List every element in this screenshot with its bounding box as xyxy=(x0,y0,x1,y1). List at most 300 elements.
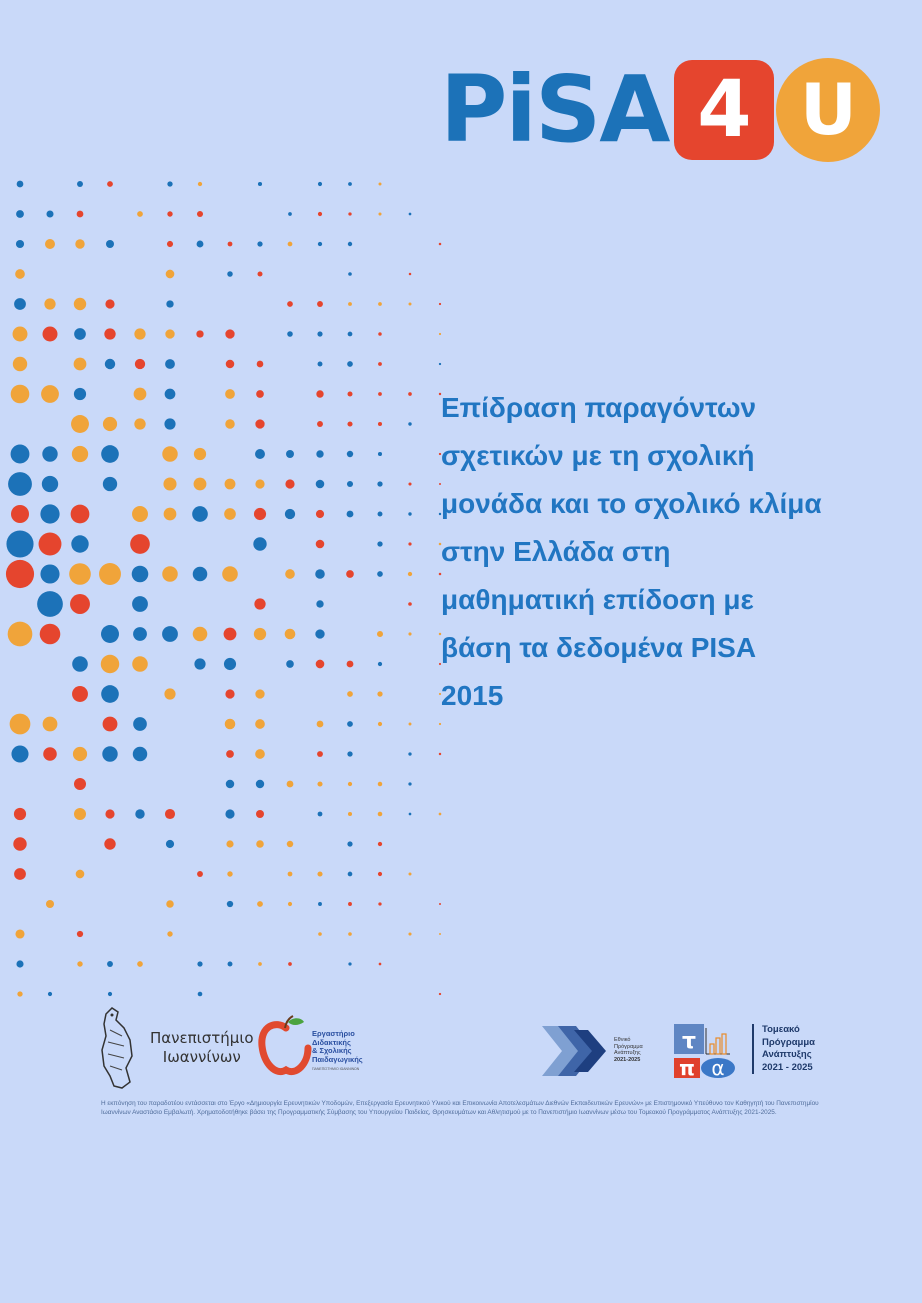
decorative-dot xyxy=(316,660,325,669)
decorative-dot xyxy=(348,272,352,276)
decorative-dot xyxy=(378,212,381,215)
decorative-dot xyxy=(37,591,63,617)
decorative-dot xyxy=(317,301,323,307)
decorative-dot xyxy=(378,782,382,786)
decorative-dot xyxy=(439,303,441,305)
decorative-dot xyxy=(408,632,411,635)
decorative-dot xyxy=(134,418,145,429)
decorative-dot xyxy=(46,210,53,217)
lab-line: Εργαστήριο xyxy=(312,1029,355,1038)
decorative-dot xyxy=(162,566,178,582)
decorative-dot xyxy=(225,689,234,698)
decorative-dot xyxy=(317,721,324,728)
decorative-dot xyxy=(164,418,175,429)
decorative-dot xyxy=(16,960,23,967)
national-program-line: 2021-2025 xyxy=(614,1056,641,1063)
decorative-dot xyxy=(197,961,202,966)
decorative-dot-pattern xyxy=(0,170,460,1020)
decorative-dot xyxy=(348,962,351,965)
decorative-dot xyxy=(39,533,62,556)
decorative-dot xyxy=(408,752,411,755)
decorative-dot xyxy=(137,211,143,217)
decorative-dot xyxy=(165,329,174,338)
decorative-dot xyxy=(76,870,85,879)
decorative-dot xyxy=(8,622,33,647)
decorative-dot xyxy=(45,239,55,249)
decorative-dot xyxy=(103,417,117,431)
chevrons-icon xyxy=(540,1020,612,1082)
decorative-dot xyxy=(43,717,58,732)
decorative-dot xyxy=(347,841,352,846)
decorative-dot xyxy=(347,661,354,668)
decorative-dot xyxy=(228,962,233,967)
decorative-dot xyxy=(101,685,119,703)
decorative-dot xyxy=(17,991,22,996)
decorative-dot xyxy=(132,596,148,612)
decorative-dot xyxy=(378,362,382,366)
decorative-dot xyxy=(225,419,235,429)
decorative-dot xyxy=(408,512,411,515)
decorative-dot xyxy=(104,328,115,339)
decorative-dot xyxy=(288,242,293,247)
decorative-dot xyxy=(439,363,441,365)
decorative-dot xyxy=(254,628,266,640)
decorative-dot xyxy=(439,243,442,246)
decorative-dot xyxy=(318,182,322,186)
decorative-dot xyxy=(227,871,232,876)
decorative-dot xyxy=(377,691,382,696)
decorative-dot xyxy=(347,421,352,426)
decorative-dot xyxy=(253,537,266,550)
sectoral-program-line: 2021 - 2025 xyxy=(762,1061,813,1073)
university-name-line2: Ιωαννίνων xyxy=(162,1048,241,1066)
decorative-dot xyxy=(107,961,113,967)
decorative-dot xyxy=(347,361,353,367)
decorative-dot xyxy=(409,813,412,816)
decorative-dot xyxy=(8,472,32,496)
decorative-dot xyxy=(135,809,144,818)
decorative-dot xyxy=(224,658,236,670)
lab-line: Διδακτικής xyxy=(312,1037,351,1047)
decorative-dot xyxy=(348,782,352,786)
decorative-dot xyxy=(77,181,83,187)
title-line: μαθηματική επίδοση με xyxy=(441,584,754,615)
decorative-dot xyxy=(347,451,353,457)
decorative-dot xyxy=(347,481,353,487)
decorative-dot xyxy=(348,932,352,936)
decorative-dot xyxy=(378,662,382,666)
decorative-dot xyxy=(15,929,24,938)
decorative-dot xyxy=(377,631,383,637)
decorative-dot xyxy=(162,626,178,642)
decorative-dot xyxy=(74,808,86,820)
decorative-dot xyxy=(378,872,382,876)
decorative-dot xyxy=(408,422,411,425)
decorative-dot xyxy=(10,714,31,735)
decorative-dot xyxy=(6,530,33,557)
decorative-dot xyxy=(316,600,323,607)
decorative-dot xyxy=(130,534,150,554)
decorative-dot xyxy=(255,719,265,729)
decorative-dot xyxy=(164,688,175,699)
decorative-dot xyxy=(77,931,83,937)
decorative-dot xyxy=(11,445,30,464)
decorative-dot xyxy=(14,868,26,880)
decorative-dot xyxy=(103,477,117,491)
decorative-dot xyxy=(74,328,86,340)
decorative-dot xyxy=(288,212,292,216)
decorative-dot xyxy=(224,508,236,520)
decorative-dot xyxy=(378,902,381,905)
decorative-dot xyxy=(107,181,113,187)
decorative-dot xyxy=(227,271,233,277)
decorative-dot xyxy=(133,747,147,761)
decorative-dot xyxy=(348,332,353,337)
decorative-dot xyxy=(285,629,296,640)
decorative-dot xyxy=(255,689,264,698)
decorative-dot xyxy=(439,903,441,905)
decorative-dot xyxy=(134,328,145,339)
decorative-dot xyxy=(287,301,293,307)
title-line: στην Ελλάδα στη xyxy=(441,536,671,567)
decorative-dot xyxy=(196,330,203,337)
decorative-dot xyxy=(378,842,382,846)
decorative-dot xyxy=(378,392,382,396)
decorative-dot xyxy=(43,327,58,342)
decorative-dot xyxy=(256,780,264,788)
decorative-dot xyxy=(378,512,383,517)
decorative-dot xyxy=(133,627,147,641)
decorative-dot xyxy=(317,781,322,786)
decorative-dot xyxy=(378,722,382,726)
decorative-dot xyxy=(408,872,411,875)
decorative-dot xyxy=(105,299,114,308)
decorative-dot xyxy=(317,751,323,757)
decorative-dot xyxy=(347,391,352,396)
decorative-dot xyxy=(347,511,354,518)
decorative-dot xyxy=(69,563,91,585)
decorative-dot xyxy=(198,992,203,997)
decorative-dot xyxy=(13,357,27,371)
decorative-dot xyxy=(41,385,59,403)
decorative-dot xyxy=(408,482,411,485)
decorative-dot xyxy=(378,812,383,817)
lab-subtitle: ΠΑΝΕΠΙΣΤΗΜΙΟ ΙΩΑΝΝΙΝΩΝ xyxy=(312,1067,360,1071)
decorative-dot xyxy=(225,329,234,338)
decorative-dot xyxy=(316,480,325,489)
decorative-dot xyxy=(347,721,353,727)
decorative-dot xyxy=(318,902,322,906)
decorative-dot xyxy=(378,302,382,306)
decorative-dot xyxy=(256,390,264,398)
decorative-dot xyxy=(13,837,26,850)
decorative-dot xyxy=(132,656,148,672)
decorative-dot xyxy=(225,479,236,490)
decorative-dot xyxy=(167,181,172,186)
decorative-dot xyxy=(226,780,234,788)
sectoral-program-line: Ανάπτυξης xyxy=(762,1049,812,1060)
decorative-dot xyxy=(317,421,323,427)
decorative-dot xyxy=(74,298,86,310)
decorative-dot xyxy=(378,332,382,336)
decorative-dot xyxy=(74,778,86,790)
sectoral-program-line: Πρόγραμμα xyxy=(762,1036,816,1048)
decorative-dot xyxy=(408,932,411,935)
decorative-dot xyxy=(347,691,353,697)
decorative-dot xyxy=(167,211,172,216)
decorative-dot xyxy=(48,992,52,996)
decorative-dot xyxy=(408,782,411,785)
decorative-dot xyxy=(409,303,412,306)
decorative-dot xyxy=(408,602,412,606)
decorative-dot xyxy=(439,933,441,935)
decorative-dot xyxy=(106,240,114,248)
tau-letter: τ xyxy=(681,1029,697,1054)
decorative-dot xyxy=(285,509,295,519)
decorative-dot xyxy=(348,812,352,816)
decorative-dot xyxy=(167,241,173,247)
decorative-dot xyxy=(163,477,176,490)
decorative-dot xyxy=(197,241,204,248)
decorative-dot xyxy=(166,270,175,279)
decorative-dot xyxy=(135,359,145,369)
decorative-dot xyxy=(197,871,203,877)
decorative-dot xyxy=(225,719,236,730)
decorative-dot xyxy=(254,508,266,520)
decorative-dot xyxy=(11,505,29,523)
decorative-dot xyxy=(257,361,264,368)
decorative-dot xyxy=(348,212,351,215)
decorative-dot xyxy=(165,809,175,819)
decorative-dot xyxy=(11,385,30,404)
decorative-dot xyxy=(74,388,86,400)
decorative-dot xyxy=(101,655,120,674)
decorative-dot xyxy=(318,242,322,246)
decorative-dot xyxy=(318,812,323,817)
decorative-dot xyxy=(192,506,208,522)
decorative-dot xyxy=(316,540,325,549)
decorative-dot xyxy=(167,931,172,936)
tpa-emblem-icon xyxy=(672,1022,742,1082)
decorative-dot xyxy=(75,239,84,248)
pi-letter: π xyxy=(679,1056,695,1080)
decorative-dot xyxy=(377,541,382,546)
decorative-dot xyxy=(17,181,24,188)
decorative-dot xyxy=(286,450,294,458)
decorative-dot xyxy=(99,563,121,585)
decorative-dot xyxy=(285,569,295,579)
decorative-dot xyxy=(71,535,88,552)
decorative-dot xyxy=(70,594,90,614)
title-line: σχετικών με τη σχολική xyxy=(441,440,755,471)
decorative-dot xyxy=(256,810,264,818)
decorative-dot xyxy=(227,901,233,907)
decorative-dot xyxy=(377,571,383,577)
decorative-dot xyxy=(137,961,143,967)
decorative-dot xyxy=(73,747,87,761)
decorative-dot xyxy=(408,572,412,576)
decorative-dot xyxy=(43,747,57,761)
decorative-dot xyxy=(105,359,115,369)
decorative-dot xyxy=(194,658,205,669)
decorative-dot xyxy=(108,992,112,996)
decorative-dot xyxy=(162,446,177,461)
decorative-dot xyxy=(165,359,175,369)
pisa4u-logo xyxy=(440,58,880,162)
decorative-dot xyxy=(166,300,173,307)
decorative-dot xyxy=(165,389,176,400)
decorative-dot xyxy=(377,481,382,486)
decorative-dot xyxy=(104,838,115,849)
decorative-dot xyxy=(317,871,322,876)
decorative-dot xyxy=(222,566,238,582)
decorative-dot xyxy=(286,660,294,668)
decorative-dot xyxy=(15,269,25,279)
decorative-dot xyxy=(409,273,412,276)
decorative-dot xyxy=(103,717,118,732)
decorative-dot xyxy=(226,840,233,847)
decorative-dot xyxy=(42,446,57,461)
decorative-dot xyxy=(193,567,208,582)
decorative-dot xyxy=(132,506,148,522)
decorative-dot xyxy=(288,962,292,966)
decorative-dot xyxy=(255,749,265,759)
decorative-dot xyxy=(226,750,234,758)
decorative-dot xyxy=(347,751,352,756)
decorative-dot xyxy=(133,717,147,731)
decorative-dot xyxy=(132,566,149,583)
apple-icon xyxy=(258,1014,312,1078)
decorative-dot xyxy=(101,625,119,643)
decorative-dot xyxy=(16,210,24,218)
decorative-dot xyxy=(408,542,411,545)
decorative-dot xyxy=(225,809,234,818)
title-line: μονάδα και το σχολικό κλίμα xyxy=(441,488,822,519)
decorative-dot xyxy=(258,182,262,186)
decorative-dot xyxy=(318,932,322,936)
alpha-letter: α xyxy=(711,1056,725,1080)
decorative-dot xyxy=(316,510,324,518)
decorative-dot xyxy=(166,840,174,848)
decorative-dot xyxy=(14,298,26,310)
decorative-dot xyxy=(102,746,117,761)
decorative-dot xyxy=(409,213,412,216)
decorative-dot xyxy=(42,476,58,492)
decorative-dot xyxy=(164,508,177,521)
decorative-dot xyxy=(198,182,202,186)
decorative-dot xyxy=(40,564,59,583)
decorative-dot xyxy=(44,298,55,309)
decorative-dot xyxy=(316,390,323,397)
decorative-dot xyxy=(228,242,233,247)
eagle-emblem-icon xyxy=(96,1006,142,1090)
national-program-logo xyxy=(540,1016,670,1086)
decorative-dot xyxy=(285,479,294,488)
decorative-dot xyxy=(346,570,354,578)
decorative-dot xyxy=(348,872,353,877)
decorative-dot xyxy=(439,333,441,335)
decorative-dot xyxy=(257,901,263,907)
university-logo xyxy=(96,1006,256,1090)
lab-line: Παιδαγωγικής xyxy=(312,1054,363,1064)
sectoral-program-label xyxy=(752,1024,815,1074)
decorative-dot xyxy=(254,598,265,609)
decorative-dot xyxy=(6,560,34,588)
national-program-line: Εθνικό xyxy=(614,1037,631,1043)
decorative-dot xyxy=(318,362,323,367)
decorative-dot xyxy=(287,841,293,847)
decorative-dot xyxy=(197,211,203,217)
decorative-dot xyxy=(318,212,322,216)
decorative-dot xyxy=(72,656,88,672)
decorative-dot xyxy=(439,723,441,725)
decorative-dot xyxy=(378,452,382,456)
decorative-dot xyxy=(226,360,235,369)
decorative-dot xyxy=(317,331,322,336)
decorative-dot xyxy=(378,422,382,426)
document-title xyxy=(441,384,891,720)
decorative-dot xyxy=(439,993,441,995)
lab-line: & Σχολικής xyxy=(312,1046,352,1055)
decorative-dot xyxy=(288,902,292,906)
national-program-line: Πρόγραμμα xyxy=(614,1043,643,1050)
decorative-dot xyxy=(134,388,147,401)
decorative-dot xyxy=(439,813,442,816)
decorative-dot xyxy=(257,241,262,246)
decorative-dot xyxy=(315,569,325,579)
decorative-dot xyxy=(258,962,262,966)
decorative-dot xyxy=(193,627,208,642)
decorative-dot xyxy=(105,809,114,818)
university-name-line1: Πανεπιστήμιο xyxy=(150,1029,254,1047)
decorative-dot xyxy=(194,448,206,460)
decorative-dot xyxy=(74,358,87,371)
decorative-dot xyxy=(256,840,264,848)
decorative-dot xyxy=(14,808,26,820)
decorative-dot xyxy=(40,624,61,645)
decorative-dot xyxy=(77,961,82,966)
logo-four: 4 xyxy=(674,60,774,160)
decorative-dot xyxy=(16,240,24,248)
decorative-dot xyxy=(13,327,28,342)
decorative-dot xyxy=(77,211,84,218)
decorative-dot xyxy=(348,182,352,186)
decorative-dot xyxy=(257,271,262,276)
decorative-dot xyxy=(72,686,88,702)
decorative-dot xyxy=(287,781,294,788)
decorative-dot xyxy=(40,504,59,523)
decorative-dot xyxy=(348,242,352,246)
title-line: Επίδραση παραγόντων xyxy=(441,392,757,423)
decorative-dot xyxy=(71,505,90,524)
logo-word: PiSA xyxy=(440,56,669,163)
decorative-dot xyxy=(439,753,441,755)
decorative-dot xyxy=(71,415,89,433)
sectoral-program-line: Τομεακό xyxy=(762,1024,800,1035)
decorative-dot xyxy=(255,479,264,488)
decorative-dot xyxy=(288,872,293,877)
title-line: βάση τα δεδομένα PISA xyxy=(441,632,757,663)
decorative-dot xyxy=(255,419,264,428)
decorative-dot xyxy=(46,900,54,908)
decorative-dot xyxy=(224,628,237,641)
logo-u: U xyxy=(776,58,880,162)
decorative-dot xyxy=(72,446,88,462)
decorative-dot xyxy=(255,449,265,459)
decorative-dot xyxy=(348,902,352,906)
decorative-dot xyxy=(348,302,352,306)
decorative-dot xyxy=(166,900,173,907)
